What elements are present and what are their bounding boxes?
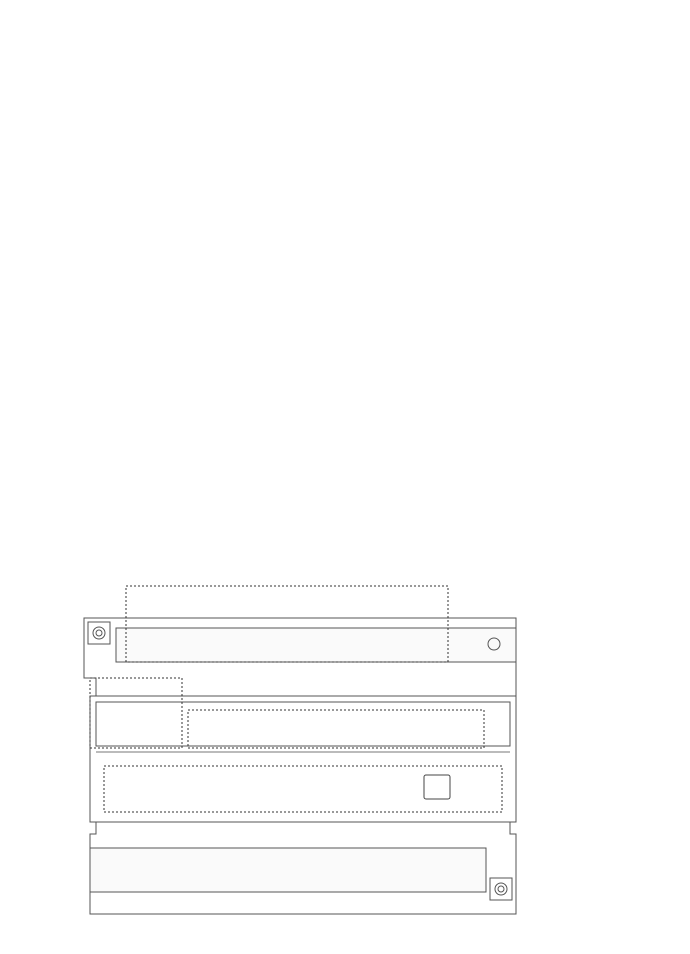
device-middle-body [90,696,516,822]
zone-6-box [90,678,182,748]
device-top-body [84,618,516,696]
zone-4-box [188,710,484,748]
open-shut-button[interactable] [424,775,450,799]
device-bottom-body [90,822,516,914]
device-diagram [0,578,690,954]
mounting-hole-icon [88,622,110,644]
mounting-hole-icon [490,878,512,900]
